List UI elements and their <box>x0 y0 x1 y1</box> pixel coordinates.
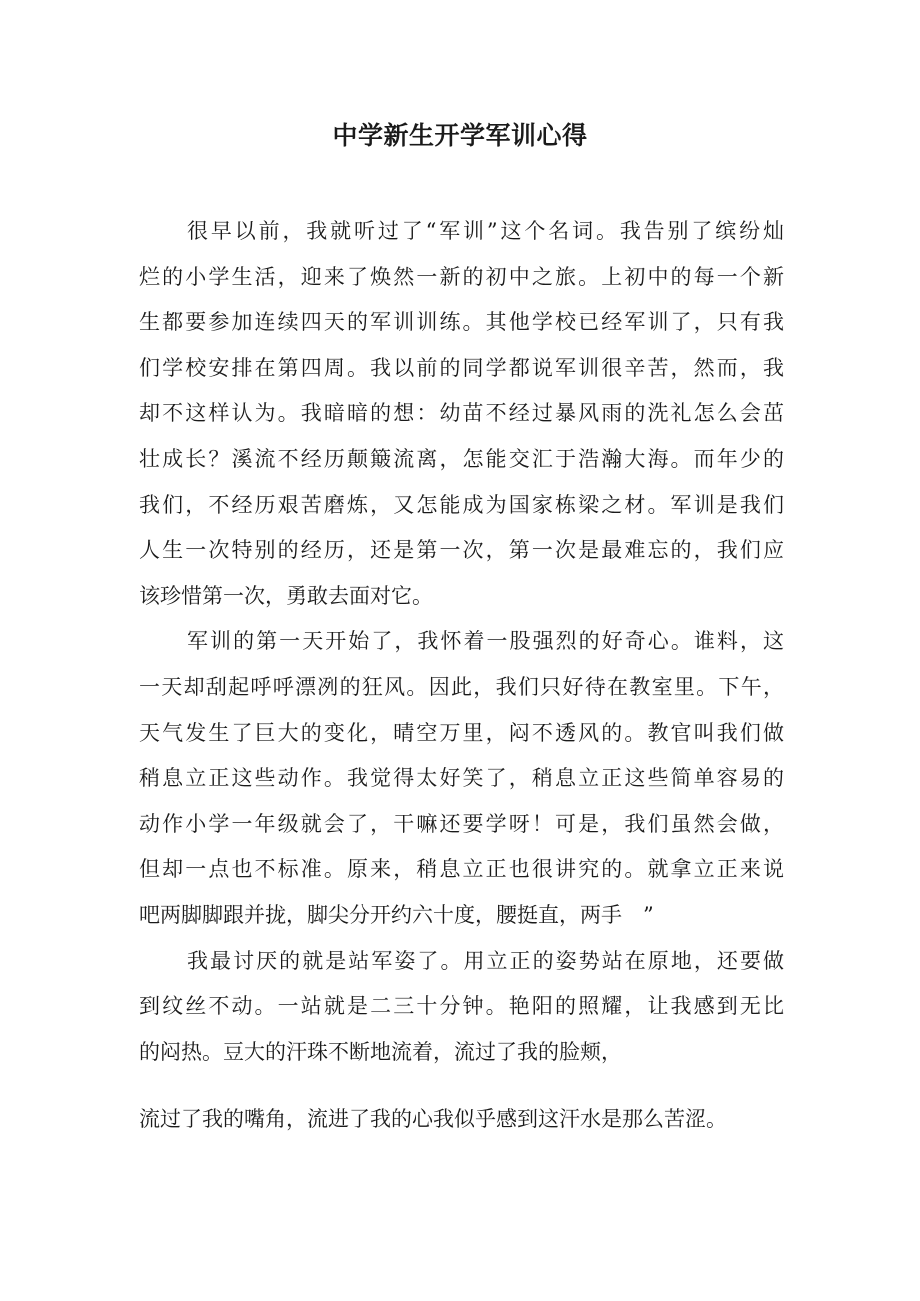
paragraph-line: 的闷热。豆大的汗珠不断地流着，流过了我的脸颊， <box>139 1039 622 1064</box>
paragraph-line: 到纹丝不动。一站就是二三十分钟。艳阳的照耀，让我感到无比 <box>139 994 784 1019</box>
paragraph-line: 一天却刮起呼呼漂冽的狂风。因此，我们只好待在教室里。下午， <box>139 674 784 699</box>
paragraph-line: 流过了我的嘴角，流进了我的心我似乎感到这汗水是那么苦涩。 <box>139 1107 727 1132</box>
document-body <box>139 209 784 1143</box>
paragraph-line: 该珍惜第一次，勇敢去面对它。 <box>139 583 433 608</box>
paragraph-line: 天气发生了巨大的变化，晴空万里，闷不透风的。教官叫我们做 <box>139 720 784 745</box>
paragraph-1 <box>139 209 784 619</box>
paragraph-line: 但却一点也不标准。原来，稍息立正也很讲究的。就拿立正来说 <box>139 857 784 882</box>
paragraph-line: 们学校安排在第四周。我以前的同学都说军训很辛苦，然而，我 <box>139 355 784 380</box>
paragraph-line: 却不这样认为。我暗暗的想：幼苗不经过暴风雨的洗礼怎么会茁 <box>139 401 784 426</box>
paragraph-line: 生都要参加连续四天的军训训练。其他学校已经军训了，只有我 <box>139 310 784 335</box>
paragraph-line: 壮成长？溪流不经历颠簸流离，怎能交汇于浩瀚大海。而年少的 <box>139 446 784 471</box>
paragraph-4 <box>139 1097 784 1143</box>
paragraph-line: 烂的小学生活，迎来了焕然一新的初中之旅。上初中的每一个新 <box>139 264 784 289</box>
document-title: 中学新生开学军训心得 <box>332 121 588 150</box>
paragraph-line: 动作小学一年级就会了，干嘛还要学呀！可是，我们虽然会做， <box>139 811 784 836</box>
paragraph-line: 很早以前，我就听过了“军训”这个名词。我告别了缤纷灿 <box>187 219 784 243</box>
paragraph-line: 军训的第一天开始了，我怀着一股强烈的好奇心。谁料，这 <box>187 629 784 654</box>
paragraph-2 <box>139 619 784 938</box>
paragraph-line: 我最讨厌的就是站军姿了。用立正的姿势站在原地，还要做 <box>187 948 784 973</box>
paragraph-line: 人生一次特别的经历，还是第一次，第一次是最难忘的，我们应 <box>139 538 784 563</box>
paragraph-gap <box>139 1075 784 1097</box>
paragraph-line: 吧两脚脚跟并拢，脚尖分开约六十度，腰挺直，两手 ” <box>139 902 654 927</box>
paragraph-line: 我们，不经历艰苦磨炼，又怎能成为国家栋梁之材。军训是我们 <box>139 492 784 517</box>
paragraph-line: 稍息立正这些动作。我觉得太好笑了，稍息立正这些简单容易的 <box>139 766 784 791</box>
paragraph-3 <box>139 939 784 1076</box>
